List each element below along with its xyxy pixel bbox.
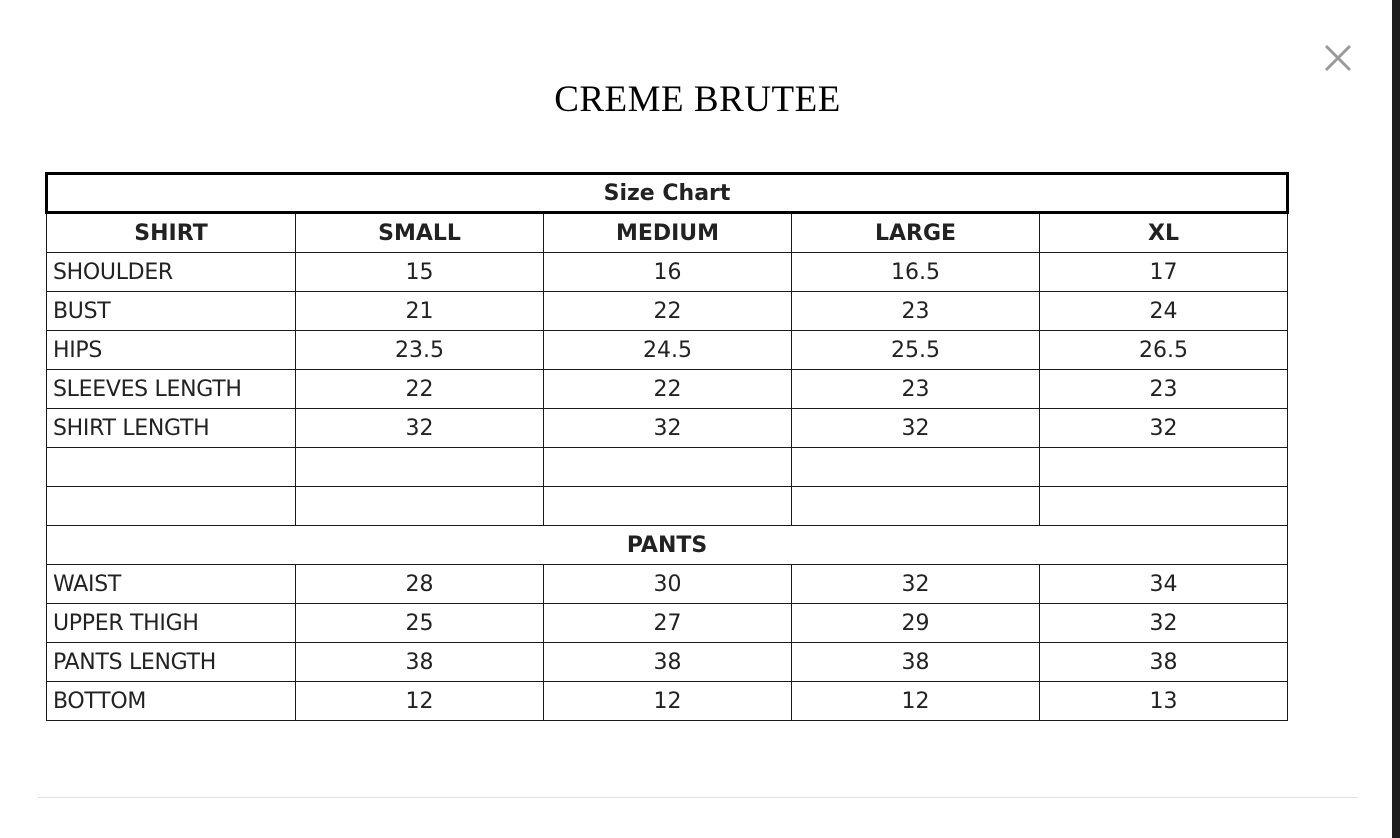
table-cell: 34: [1040, 565, 1288, 604]
table-cell: 24: [1040, 292, 1288, 331]
table-cell: 25: [296, 604, 544, 643]
pants-section-row: [47, 526, 1288, 565]
table-cell: 38: [544, 643, 792, 682]
table-cell: 22: [296, 370, 544, 409]
table-cell: 23: [792, 292, 1040, 331]
empty-cell: [544, 448, 792, 487]
pants-section-label: PANTS: [47, 526, 1288, 565]
window-edge: [1392, 0, 1400, 838]
empty-cell: [792, 448, 1040, 487]
table-cell: 38: [1040, 643, 1288, 682]
table-cell: 29: [792, 604, 1040, 643]
table-row: [47, 604, 1288, 643]
table-cell: 38: [296, 643, 544, 682]
size-chart-table: [45, 172, 1289, 721]
size-header-row: [47, 213, 1288, 253]
table-cell: 16: [544, 253, 792, 292]
table-cell: 27: [544, 604, 792, 643]
table-cell: 38: [792, 643, 1040, 682]
row-label: PANTS LENGTH: [47, 643, 296, 682]
row-label: UPPER THIGH: [47, 604, 296, 643]
empty-cell: [544, 487, 792, 526]
size-chart-title: Size Chart: [47, 174, 1288, 213]
header-cell: XL: [1040, 213, 1288, 253]
header-cell: SHIRT: [47, 213, 296, 253]
row-label: SLEEVES LENGTH: [47, 370, 296, 409]
row-label: SHOULDER: [47, 253, 296, 292]
table-cell: 13: [1040, 682, 1288, 721]
row-label: BUST: [47, 292, 296, 331]
table-cell: 32: [544, 409, 792, 448]
table-row: [47, 292, 1288, 331]
size-chart-title-row: [47, 174, 1288, 213]
row-label: BOTTOM: [47, 682, 296, 721]
table-cell: 32: [792, 409, 1040, 448]
table-cell: 15: [296, 253, 544, 292]
empty-row: [47, 448, 1288, 487]
empty-cell: [47, 448, 296, 487]
table-cell: 22: [544, 292, 792, 331]
table-row: [47, 370, 1288, 409]
table-cell: 32: [1040, 604, 1288, 643]
empty-cell: [296, 487, 544, 526]
table-cell: 22: [544, 370, 792, 409]
table-cell: 32: [296, 409, 544, 448]
table-row: [47, 253, 1288, 292]
close-icon: [1323, 43, 1353, 73]
table-cell: 23: [792, 370, 1040, 409]
table-row: [47, 331, 1288, 370]
table-cell: 28: [296, 565, 544, 604]
empty-row: [47, 487, 1288, 526]
table-cell: 32: [792, 565, 1040, 604]
table-cell: 12: [544, 682, 792, 721]
row-label: WAIST: [47, 565, 296, 604]
empty-cell: [1040, 448, 1288, 487]
table-cell: 23.5: [296, 331, 544, 370]
table-cell: 25.5: [792, 331, 1040, 370]
header-cell: MEDIUM: [544, 213, 792, 253]
table-cell: 12: [792, 682, 1040, 721]
table-cell: 26.5: [1040, 331, 1288, 370]
modal-footer-divider: [38, 797, 1358, 798]
table-cell: 17: [1040, 253, 1288, 292]
table-row: [47, 682, 1288, 721]
close-button[interactable]: [1318, 38, 1358, 78]
table-cell: 24.5: [544, 331, 792, 370]
table-cell: 23: [1040, 370, 1288, 409]
table-cell: 32: [1040, 409, 1288, 448]
table-cell: 12: [296, 682, 544, 721]
header-cell: LARGE: [792, 213, 1040, 253]
table-row: [47, 643, 1288, 682]
empty-cell: [296, 448, 544, 487]
table-cell: 21: [296, 292, 544, 331]
empty-cell: [47, 487, 296, 526]
modal-title: CREME BRUTEE: [554, 79, 841, 120]
table-cell: 30: [544, 565, 792, 604]
header-cell: SMALL: [296, 213, 544, 253]
empty-cell: [1040, 487, 1288, 526]
row-label: SHIRT LENGTH: [47, 409, 296, 448]
row-label: HIPS: [47, 331, 296, 370]
empty-cell: [792, 487, 1040, 526]
table-cell: 16.5: [792, 253, 1040, 292]
table-row: [47, 565, 1288, 604]
table-row: [47, 409, 1288, 448]
